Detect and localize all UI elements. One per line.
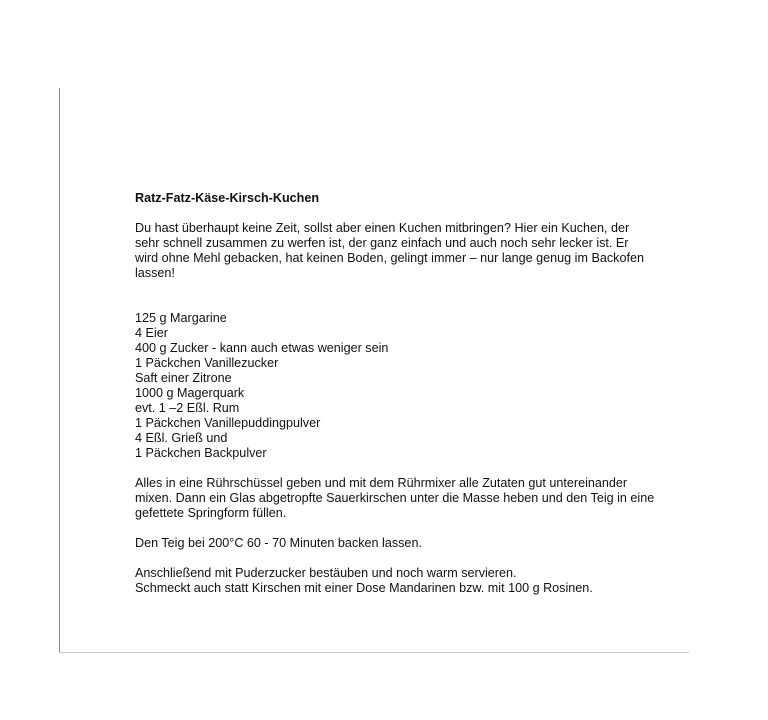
ingredient-item: 4 Eßl. Grieß und bbox=[135, 431, 228, 445]
recipe-variation: Schmeckt auch statt Kirschen mit einer Dose Mandarinen bzw. mit 100 g Rosinen. bbox=[135, 581, 593, 595]
instruction-bake: Den Teig bei 200°C 60 - 70 Minuten backen lassen. bbox=[135, 536, 422, 550]
instruction-mix: Alles in eine Rührschüssel geben und mit dem Rührmixer alle Zutaten gut untereinander mixen. Dann ein Glas abgetropfte Sauerkirschen unter die Masse heben und den Teig in eine gefettete Springform füllen. bbox=[135, 476, 655, 520]
ingredient-item: Saft einer Zitrone bbox=[135, 371, 232, 385]
ingredient-item: 125 g Margarine bbox=[135, 311, 227, 325]
ingredient-item: 4 Eier bbox=[135, 326, 168, 340]
page-left-edge bbox=[59, 88, 60, 653]
instruction-serve: Anschließend mit Puderzucker bestäuben und noch warm servieren. bbox=[135, 566, 517, 580]
ingredient-item: evt. 1 –2 Eßl. Rum bbox=[135, 401, 240, 415]
recipe-intro: Du hast überhaupt keine Zeit, sollst aber einen Kuchen mitbringen? Hier ein Kuchen, der sehr schnell zusammen zu werfen ist, der ganz einfach und auch noch sehr lecker ist. Er wird ohne Mehl gebacken, hat keinen Boden, gelingt immer – nur lange genug im Backofen lassen! bbox=[135, 221, 644, 280]
ingredient-item: 1 Päckchen Backpulver bbox=[135, 446, 267, 460]
recipe-title: Ratz-Fatz-Käse-Kirsch-Kuchen bbox=[135, 191, 320, 205]
page-bottom-edge bbox=[59, 652, 689, 653]
ingredient-list bbox=[135, 311, 655, 461]
ingredient-item: 1 Päckchen Vanillezucker bbox=[135, 356, 279, 370]
ingredient-item: 400 g Zucker - kann auch etwas weniger sein bbox=[135, 341, 389, 355]
ingredient-item: 1000 g Magerquark bbox=[135, 386, 245, 400]
ingredient-item: 1 Päckchen Vanillepuddingpulver bbox=[135, 416, 321, 430]
recipe-document bbox=[135, 191, 655, 596]
